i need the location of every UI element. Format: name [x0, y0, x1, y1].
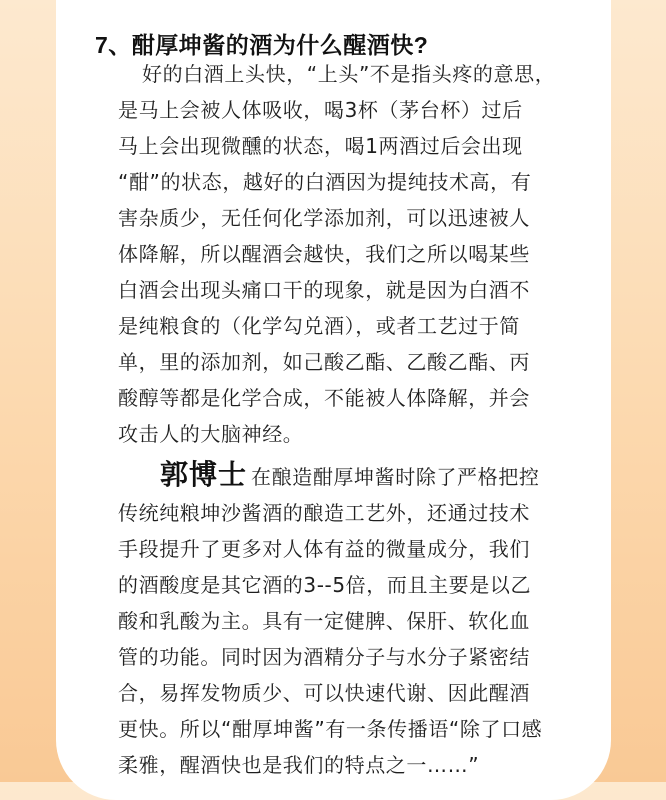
text-line: 手段提升了更多对人体有益的微量成分，我们	[118, 537, 530, 561]
text-line: 马上会出现微醺的状态，喝1两酒过后会出现	[118, 134, 523, 158]
text-line: 酸和乳酸为主。具有一定健脾、保肝、软化血	[118, 609, 530, 633]
paragraph-2	[118, 455, 588, 783]
text-line: 好的白酒上头快，“上头”不是指头疼的意思，	[142, 62, 556, 86]
text-line: 单，里的添加剂，如己酸乙酯、乙酸乙酯、丙	[118, 350, 530, 374]
text-line: 柔雅，醒酒快也是我们的特点之一……”	[118, 753, 480, 777]
text-line: 体降解，所以醒酒会越快，我们之所以喝某些	[118, 242, 530, 266]
paragraph-1	[118, 56, 588, 452]
text-line: 是马上会被人体吸收，喝3杯（茅台杯）过后	[118, 98, 523, 122]
text-line: 害杂质少，无任何化学添加剂，可以迅速被人	[118, 206, 530, 230]
text-line: 合，易挥发物质少、可以快速代谢、因此醒酒	[118, 681, 530, 705]
speaker-name: 郭博士	[160, 458, 248, 491]
text-line: 更快。所以“酣厚坤酱”有一条传播语“除了口感	[118, 717, 543, 741]
text-line: 传统纯粮坤沙酱酒的酿造工艺外，还通过技术	[118, 501, 530, 525]
text-line: 攻击人的大脑神经。	[118, 422, 304, 446]
text-line: “酣”的状态，越好的白酒因为提纯技术高，有	[118, 170, 532, 194]
text-line: 白酒会出现头痛口干的现象，就是因为白酒不	[118, 278, 530, 302]
text-line: 管的功能。同时因为酒精分子与水分子紧密结	[118, 645, 530, 669]
text-line: 酸醇等都是化学合成，不能被人体降解，并会	[118, 386, 530, 410]
section-heading: 7、酣厚坤酱的酒为什么醒酒快?	[95, 32, 429, 58]
first-line-text: 在酿造酣厚坤酱时除了严格把控	[251, 465, 540, 489]
text-line: 是纯粮食的（化学勾兑酒），或者工艺过于简	[118, 314, 520, 338]
text-line: 的酒酸度是其它酒的3--5倍，而且主要是以乙	[118, 573, 532, 597]
text-line	[118, 455, 588, 495]
